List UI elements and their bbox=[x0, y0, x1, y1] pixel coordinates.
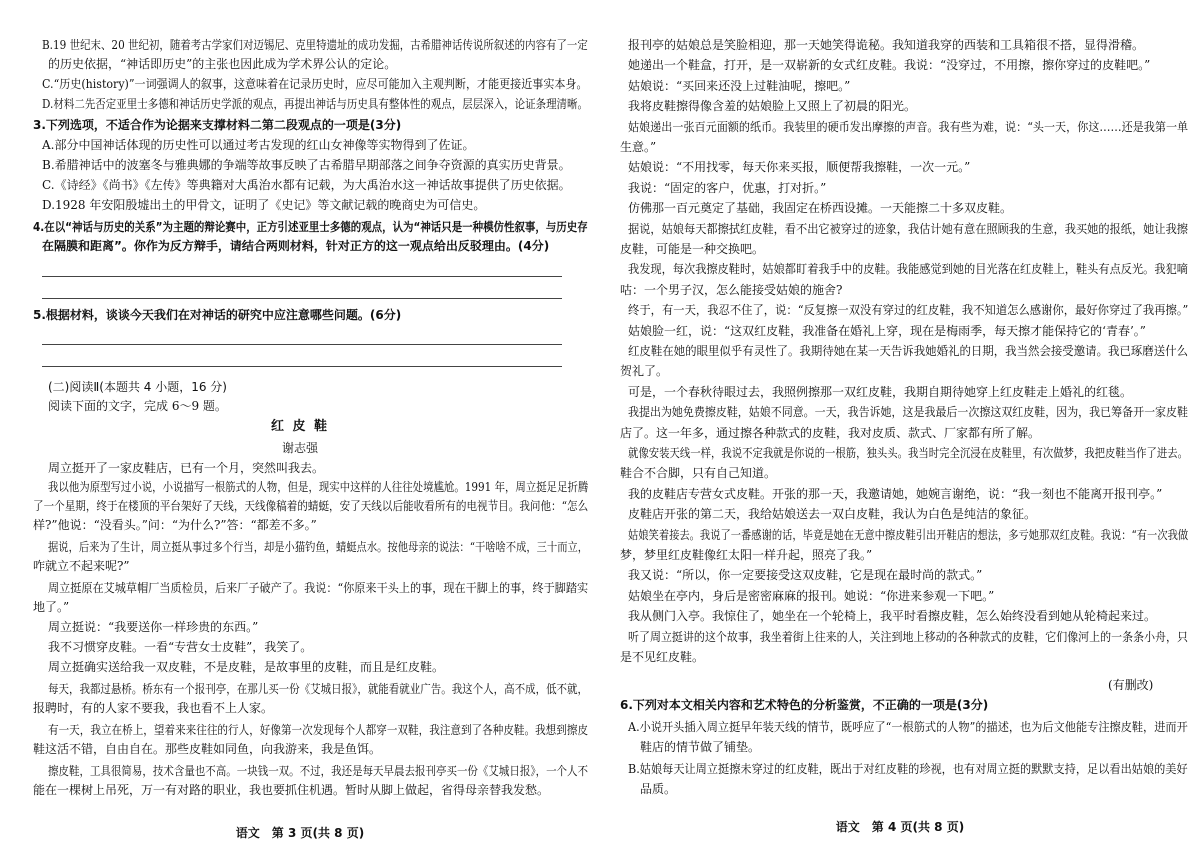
story-line: 皮鞋店开张的第二天，我给姑娘送去一双白皮鞋，我认为白色是纯洁的象征。 bbox=[628, 507, 1037, 522]
option-line: D.材料二先否定亚里士多德和神话历史学派的观点，再提出神话与历史具有整体性的观点，层层深入，论证条理清晰。 bbox=[42, 97, 589, 111]
answer-line bbox=[42, 298, 562, 299]
story-line: 咋就立不起来呢?” bbox=[33, 559, 130, 573]
story-line: 据说，后来为了生计，周立挺从事过多个行当，却是小猫钓鱼，蜻蜓点水。按他母亲的说法：“干啥啥不成，三十而立， bbox=[48, 540, 589, 554]
option-line: 品质。 bbox=[640, 782, 677, 796]
story-line: 姑娘脸一红，说：“这双红皮鞋，我准备在婚礼上穿，现在是梅雨季，每天擦才能保持它的‘青春’。” bbox=[628, 323, 1146, 338]
story-line: 姑娘递出一张百元面额的纸币。我装里的硬币发出摩擦的声音。我有些为难，说：“头一天，你这……还是我第一单 bbox=[628, 119, 1189, 134]
story-line: 我又说：“所以，你一定要接受这双皮鞋，它是现在最时尚的款式。” bbox=[628, 568, 983, 583]
story-line: 周立挺说：“我要送你一样珍贵的东西。” bbox=[48, 620, 259, 634]
edit-note: (有删改) bbox=[1108, 678, 1154, 692]
story-line: 报聘时，有的人家不要我，我也看不上人家。 bbox=[33, 701, 274, 715]
answer-line bbox=[42, 366, 562, 367]
option-line: A.部分中国神话体现的历史性可以通过考古发现的红山女神像等实物得到了佐证。 bbox=[42, 138, 475, 152]
story-line: 可是，一个春秋待眼过去，我照例擦那一双红皮鞋，我期自期待她穿上红皮鞋走上婚礼的红毯。 bbox=[628, 384, 1133, 399]
story-line: 我从侧门入亭。我惊住了，她坐在一个轮椅上，我平时看擦皮鞋，怎么始终没看到她从轮椅起来过。 bbox=[628, 609, 1157, 624]
option-line: C.“历史(history)”一词强调人的叙事，这意味着在记录历史时，应尽可能加入主观判断，才能更接近事实本身。 bbox=[42, 77, 588, 91]
story-line: 我说：“固定的客户，优惠，打对折。” bbox=[628, 180, 827, 195]
option-line: D.1928 年安阳殷墟出土的甲骨文，证明了《史记》等文献记载的晚商史为可信史。 bbox=[42, 198, 486, 212]
story-title: 红 皮 鞋 bbox=[270, 419, 330, 434]
story-line: 咕：一个男子汉，怎么能接受姑娘的施舍? bbox=[620, 282, 843, 297]
story-line: 她递出一个鞋盒，打开，是一双崭新的女式红皮鞋。我说：“没穿过，不用擦，擦你穿过的皮鞋吧。” bbox=[628, 58, 1151, 73]
story-line: 据说，姑娘每天都擦拭红皮鞋，看不出它被穿过的迹象，我估计她有意在照顾我的生意，我买她的报纸，她让我擦 bbox=[628, 221, 1188, 236]
story-line: 我不习惯穿皮鞋。一看“专营女士皮鞋”，我笑了。 bbox=[48, 640, 313, 654]
section-header: (二)阅读Ⅱ(本题共 4 小题，16 分) bbox=[48, 380, 227, 394]
story-line: 擦皮鞋，工具很简易，技术含量也不高。一块钱一双。不过，我还是每天早晨去报刊亭买一份《艾城日报》，一个人不 bbox=[48, 764, 589, 778]
story-line: 了一个星期，终于在楼顶的平台架好了天线，天线像稿着的蜻蜓，安了天线以后能收看所有的电视节目。我问他：“怎么 bbox=[33, 499, 589, 513]
story-line: 报刊亭的姑娘总是笑脸相迎，那一天她笑得诡秘。我知道我穿的西装和工具箱很不搭，显得滑稽。 bbox=[628, 38, 1145, 52]
question-6-stem: 6.下列对本文相关内容和艺术特色的分析鉴赏，不正确的一项是(3分) bbox=[620, 698, 989, 712]
option-line: 鞋店的情节做了铺垫。 bbox=[640, 740, 761, 754]
story-line: 店了。这一年多，通过擦各种款式的皮鞋，我对皮质、款式、厂家都有所了解。 bbox=[620, 425, 1041, 440]
option-line: A.小说开头插入周立挺早年装天线的情节，既呼应了“一根筋式的人物”的描述，也为后文他能专注擦皮鞋，进而开 bbox=[628, 720, 1188, 734]
story-line: 就像安装天线一样，我说不定我就是你说的一根筋，独头头。我当时完全沉浸在皮鞋里，有次做梦，我把皮鞋当作了进去。 bbox=[628, 446, 1189, 460]
story-line: 有一天，我立在桥上，望着来来往往的行人，好像第一次发现每个人都穿一双鞋，我注意到了各种皮鞋。我想到擦皮 bbox=[48, 723, 589, 737]
story-line: 鞋这活不错，自由自在。那些皮鞋如同鱼，向我游来，我是鱼饵。 bbox=[33, 742, 382, 756]
story-author: 谢志强 bbox=[281, 441, 318, 455]
story-line: 我发现，每次我擦皮鞋时，姑娘都盯着我手中的皮鞋。我能感觉到她的目光落在红皮鞋上，鞋头有点反光。我犯嘀 bbox=[628, 262, 1188, 277]
story-line: 每天，我都过悬桥。桥东有一个报刊亭，在那儿买一份《艾城日报》，就能看就业广告。我这个人，高不成，低不就， bbox=[48, 682, 589, 696]
story-line: 我的皮鞋店专营女式皮鞋。开张的那一天，我邀请她，她婉言谢绝，说：“我一刻也不能离开报刊亭。” bbox=[628, 486, 1163, 501]
story-line: 是不见红皮鞋。 bbox=[620, 650, 705, 664]
story-line: 鞋合不合脚，只有自己知道。 bbox=[620, 466, 777, 481]
story-line: 姑娘说：“买回来还没上过鞋油呢，擦吧。” bbox=[628, 78, 851, 93]
story-line: 地了。” bbox=[33, 600, 70, 614]
story-line: 皮鞋，可能是一种交换吧。 bbox=[620, 242, 765, 256]
story-line: 贺礼了。 bbox=[620, 364, 669, 379]
story-line: 周立挺确实送给我一双皮鞋，不是皮鞋，是故事里的皮鞋，而且是红皮鞋。 bbox=[48, 660, 445, 674]
section-instruction: 阅读下面的文字，完成 6～9 题。 bbox=[48, 399, 227, 413]
story-line: 姑娘坐在亭内，身后是密密麻麻的报刊。她说：“你进来参观一下吧。” bbox=[628, 588, 995, 603]
story-line: 仿佛那一百元奠定了基础，我固定在桥西设摊。一天能擦二十多双皮鞋。 bbox=[628, 201, 1013, 216]
option-line: B.希腊神话中的波塞冬与雅典娜的争端等故事反映了古希腊早期部落之间争夺资源的真实历史背景。 bbox=[42, 158, 571, 172]
story-line: 周立挺开了一家皮鞋店，已有一个月，突然叫我去。 bbox=[48, 461, 325, 475]
question-4-stem-line-2: 在隔膜和距离”。你作为反方辩手，请结合两则材料，针对正方的这一观点给出反驳理由。(4分) bbox=[42, 239, 550, 253]
story-line: 姑娘笑着接去。我说了一番感谢的话，毕竟是她在无意中擦皮鞋引出开鞋店的想法，多亏她那双红皮鞋。我说：“有一次我做 bbox=[628, 527, 1189, 542]
story-line: 听了周立挺讲的这个故事，我坐着街上往来的人，关注到地上移动的各种款式的皮鞋，它们像河上的一条条小舟，只 bbox=[628, 629, 1188, 644]
question-4-stem-line-1: 4.在以“神话与历史的关系”为主题的辩论赛中，正方引述亚里士多德的观点，认为“神话只是一种模仿性叙事，与历史存 bbox=[33, 220, 588, 234]
question-5-stem: 5.根据材料，谈谈今天我们在对神话的研究中应注意哪些问题。(6分) bbox=[33, 308, 402, 322]
story-line: 我以他为原型写过小说，小说描写一根筋式的人物，但是，现实中这样的人往往处境尴尬。1991 年，周立挺足足折腾 bbox=[48, 480, 589, 494]
story-line: 能在一棵树上吊死，万一有对路的职业，我也要抓住机遇。暂时从脚上做起，省得母亲替我发愁。 bbox=[33, 783, 550, 797]
story-line: 我将皮鞋擦得像含羞的姑娘脸上又照上了初晨的阳光。 bbox=[628, 99, 917, 114]
story-line: 姑娘说：“不用找零，每天你来买报，顺便帮我擦鞋，一次一元。” bbox=[628, 160, 971, 175]
page-footer: 语文 第 4 页(共 8 页) bbox=[835, 820, 965, 834]
story-line: 周立挺原在艾城草帽厂当质检员，后来厂子破产了。我说：“你原来干头上的事，现在干脚上的事，终于脚踏实 bbox=[48, 581, 589, 595]
question-3-stem: 3.下列选项，不适合作为论据来支撑材料二第二段观点的一项是(3分) bbox=[33, 118, 402, 132]
story-line: 红皮鞋在她的眼里似乎有灵性了。我期待她在某一天告诉我她婚礼的日期，我当然会接受邀请。我已琢磨送什么 bbox=[628, 344, 1189, 358]
story-line: 终于，有一天，我忍不住了，说：“反复擦一双没有穿过的红皮鞋，我不知道怎么感谢你，最好你穿过了我再擦。” bbox=[628, 303, 1189, 318]
answer-line bbox=[42, 344, 562, 345]
story-line: 生意。” bbox=[620, 140, 657, 154]
page-4 bbox=[600, 0, 1200, 849]
option-line: B.姑娘每天让周立挺擦未穿过的红皮鞋，既出于对红皮鞋的珍视，也有对周立挺的默默支持，足以看出姑娘的美好 bbox=[628, 762, 1188, 776]
page-footer: 语文 第 3 页(共 8 页) bbox=[235, 826, 365, 840]
story-line: 梦，梦里红皮鞋像红太阳一样升起，照亮了我。” bbox=[620, 548, 873, 562]
story-line: 我提出为她免费擦皮鞋，姑娘不同意。一天，我告诉她，这是我最后一次擦这双红皮鞋，因为，我已筹备开一家皮鞋 bbox=[628, 405, 1188, 420]
answer-line bbox=[42, 276, 562, 277]
option-line: B.19 世纪末、20 世纪初，随着考古学家们对迈锡尼、克里特遗址的成功发掘，古希腊神话传说所叙述的内容有了一定 bbox=[42, 38, 588, 52]
story-line: 样?”他说：“没看头。”问：“为什么?”答：“都差不多。” bbox=[33, 518, 317, 532]
option-line: 的历史依据，“神话即历史”的主张也因此成为学术界公认的定论。 bbox=[48, 57, 397, 71]
option-line: C.《诗经》《尚书》《左传》等典籍对大禹治水都有记载，为大禹治水这一神话故事提供了历史依据。 bbox=[42, 178, 571, 192]
